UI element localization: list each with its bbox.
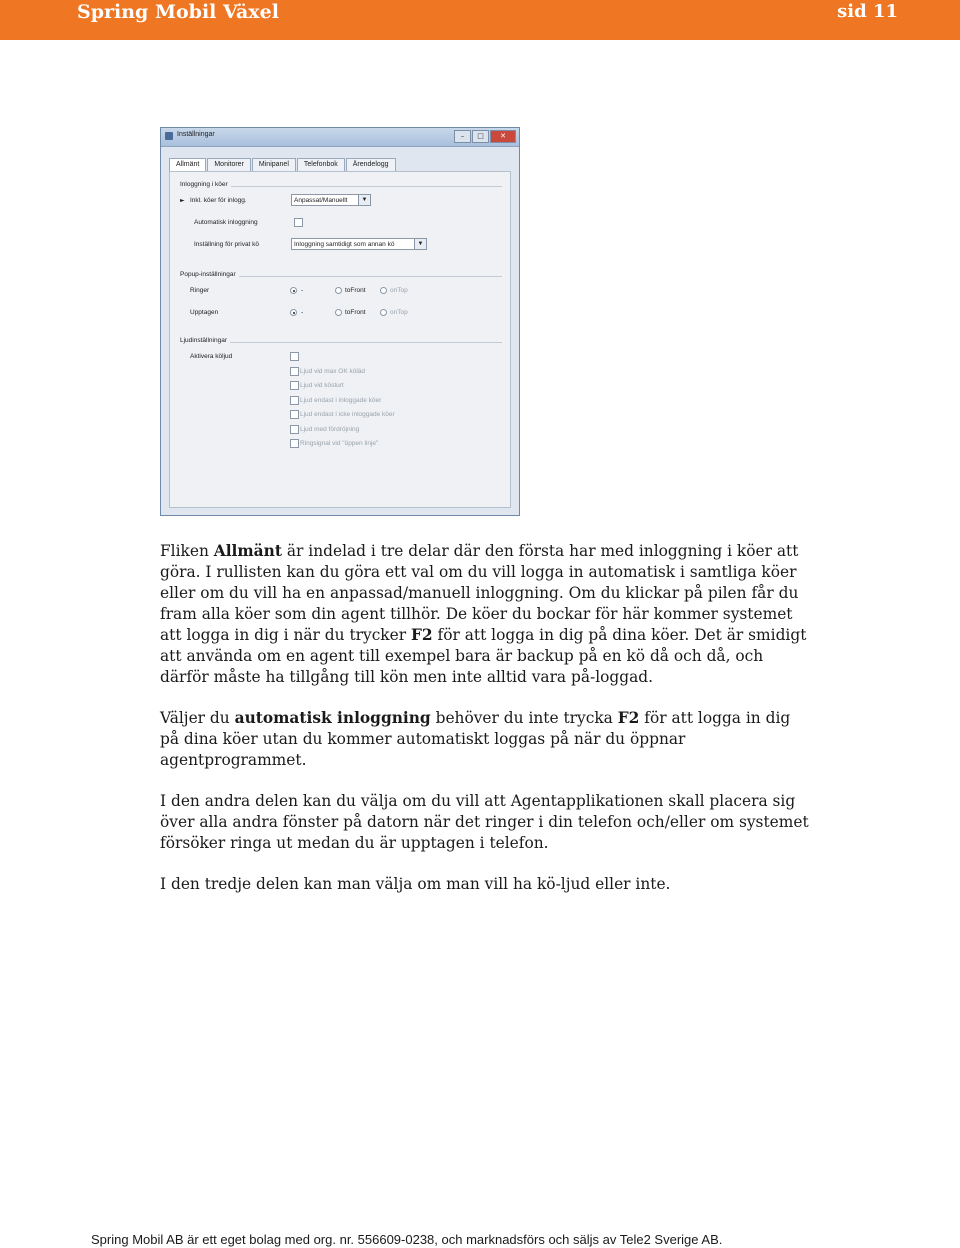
- bold-term: automatisk inloggning: [234, 709, 431, 727]
- private-queue-select[interactable]: [291, 238, 427, 250]
- login-group: [180, 181, 502, 188]
- sound-option-checkbox[interactable]: [290, 439, 299, 448]
- expand-arrow-icon[interactable]: ►: [180, 197, 185, 204]
- ringer-ontop-label: onTop: [390, 287, 408, 294]
- tab-monitorer[interactable]: Monitorer: [207, 158, 251, 172]
- page-number: sid 11: [837, 1, 898, 22]
- enable-sound-label: Aktivera köljud: [190, 353, 233, 360]
- auto-login-checkbox[interactable]: [294, 218, 303, 227]
- tab-minipanel[interactable]: Minipanel: [252, 158, 296, 172]
- app-icon: [165, 132, 173, 140]
- paragraph-2: [160, 708, 810, 771]
- text-run: Fliken: [160, 542, 214, 560]
- sound-option-label: Ljud endast i icke inloggade köer: [300, 411, 395, 418]
- busy-none-radio[interactable]: [290, 309, 297, 316]
- window-title: Inställningar: [177, 131, 215, 138]
- maximize-icon[interactable]: □: [472, 130, 489, 143]
- sound-option-checkbox[interactable]: [290, 425, 299, 434]
- sound-option-checkbox[interactable]: [290, 367, 299, 376]
- page-footer: Spring Mobil AB är ett eget bolag med org. nr. 556609-0238, och marknadsförs och säljs av Tele2 Sverige AB.: [91, 1232, 723, 1247]
- window-titlebar: [161, 128, 519, 147]
- auto-login-label: Automatisk inloggning: [194, 219, 258, 226]
- sound-group-label: Ljudinställningar: [180, 337, 230, 344]
- busy-ontop-label: onTop: [390, 309, 408, 316]
- tab-arendelogg[interactable]: Ärendelogg: [346, 158, 396, 172]
- ringer-tofront-radio[interactable]: [335, 287, 342, 294]
- close-icon[interactable]: ✕: [490, 130, 516, 143]
- queues-select-value: Anpassat/Manuellt: [294, 197, 348, 204]
- chevron-down-icon[interactable]: ▼: [414, 239, 426, 249]
- sound-option-label: Ringsignal vid "öppen linje": [300, 440, 379, 447]
- bold-term: F2: [617, 709, 640, 727]
- sound-option-checkbox[interactable]: [290, 396, 299, 405]
- busy-label: Upptagen: [190, 309, 219, 316]
- paragraph-1: [160, 541, 810, 688]
- settings-tabs: [169, 158, 397, 172]
- tab-telefonbok[interactable]: Telefonbok: [297, 158, 345, 172]
- busy-tofront-label: toFront: [345, 309, 366, 316]
- sound-option-label: Ljud med fördröjning: [300, 426, 360, 433]
- ringer-none-label: -: [301, 287, 304, 294]
- minimize-icon[interactable]: –: [454, 130, 471, 143]
- chevron-down-icon[interactable]: ▼: [358, 195, 370, 205]
- bold-term: Allmänt: [213, 542, 282, 560]
- login-group-label: Inloggning i köer: [180, 181, 231, 188]
- text-run: är indelad i tre delar där den första har med inloggning i köer att göra. I rullisten kan du göra ett val om du vill logga in automatisk i samtliga köer eller om du vill ha en anpassad/manuell inloggning. Om du klickar på pilen får du fram alla köer som din agent tillhör. De köer du bockar för här kommer systemet att logga in dig i när du trycker: [160, 542, 799, 644]
- private-queue-value: Inloggning samtidigt som annan kö: [294, 241, 395, 248]
- popup-group-label: Popup-inställningar: [180, 271, 239, 278]
- document-title: Spring Mobil Växel: [77, 1, 279, 23]
- ringer-none-radio[interactable]: [290, 287, 297, 294]
- tab-allmant[interactable]: Allmänt: [169, 158, 206, 172]
- body-text: [160, 541, 810, 915]
- enable-sound-checkbox[interactable]: [290, 352, 299, 361]
- bold-term: F2: [411, 626, 433, 644]
- ringer-tofront-label: toFront: [345, 287, 366, 294]
- settings-window-screenshot: [160, 127, 520, 516]
- text-run: för att logga in dig på dina köer utan du kommer automatiskt loggas på när du öppnar agentprogrammet.: [160, 709, 791, 769]
- sound-option-label: Ljud endast i inloggade köer: [300, 397, 382, 404]
- text-run: för att logga in dig på dina köer. Det är smidigt att använda om en agent till exempel bara är backup på en kö då och då, och därför måste ha tillgång till kön men inte alltid vara på-loggad.: [160, 626, 807, 686]
- busy-none-label: -: [301, 309, 304, 316]
- text-run: behöver du inte trycka: [430, 709, 618, 727]
- queues-label: Inkl. köer för inlogg.: [190, 197, 247, 204]
- sound-option-label: Ljud vid kösturt: [300, 382, 344, 389]
- sound-option-checkbox[interactable]: [290, 410, 299, 419]
- text-run: Väljer du: [160, 709, 235, 727]
- sound-option-label: Ljud vid max OK köläd: [300, 368, 366, 375]
- ringer-ontop-radio[interactable]: [380, 287, 387, 294]
- sound-group: [180, 337, 502, 344]
- settings-panel: [169, 171, 511, 508]
- sound-option-checkbox[interactable]: [290, 381, 299, 390]
- popup-group: [180, 271, 502, 278]
- paragraph-3: I den andra delen kan du välja om du vill att Agentapplikationen skall placera sig över alla andra fönster på datorn när det ringer i din telefon och/eller om systemet försöker ringa ut medan du är upptagen i telefon.: [160, 792, 809, 852]
- busy-tofront-radio[interactable]: [335, 309, 342, 316]
- ringer-label: Ringer: [190, 287, 210, 294]
- private-queue-label: Inställning för privat kö: [194, 241, 260, 248]
- page-header: [0, 0, 960, 40]
- busy-ontop-radio[interactable]: [380, 309, 387, 316]
- paragraph-4: I den tredje delen kan man välja om man vill ha kö-ljud eller inte.: [160, 875, 671, 893]
- queues-select[interactable]: [291, 194, 371, 206]
